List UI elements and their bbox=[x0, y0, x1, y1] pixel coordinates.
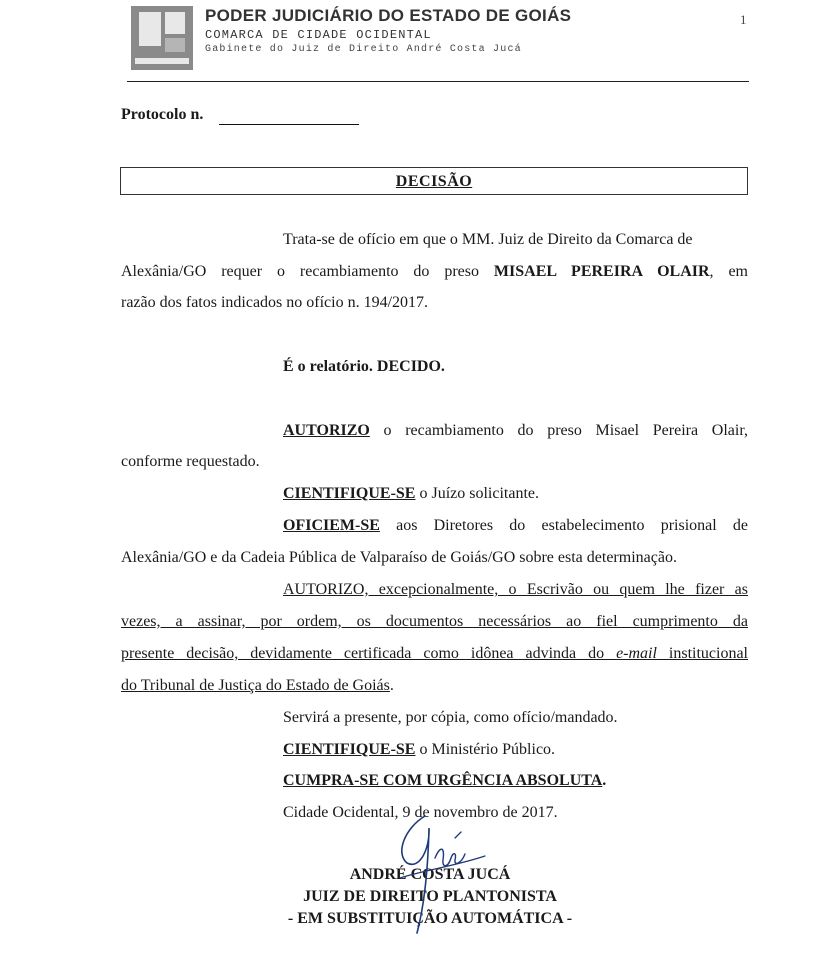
protocol-blank-line bbox=[219, 124, 359, 125]
text-span: aos Diretores do estabelecimento prisional de bbox=[379, 517, 748, 534]
text-span: Alexânia/GO requer o recambiamento do preso bbox=[121, 263, 494, 280]
paragraph-line bbox=[283, 740, 555, 760]
text-span: o Juízo solicitante. bbox=[415, 485, 540, 502]
paragraph-line: vezes, a assinar, por ordem, os documentos necessários ao fiel cumprimento da bbox=[121, 613, 748, 630]
text-span: presente decisão, devidamente certificada como idônea advinda do bbox=[121, 645, 617, 662]
handwritten-signature bbox=[385, 808, 495, 943]
paragraph-line: Alexânia/GO e da Cadeia Pública de Valparaíso de Goiás/GO sobre esta determinação. bbox=[121, 549, 677, 566]
decision-title: DECISÃO bbox=[395, 173, 473, 190]
urgent-order: CUMPRA-SE COM URGÊNCIA ABSOLUTA bbox=[283, 772, 603, 789]
text-span: o recambiamento do preso Misael Pereira Olair, bbox=[369, 422, 748, 439]
email-term: e-mail bbox=[616, 645, 657, 662]
header-divider bbox=[127, 81, 749, 82]
text-span: . bbox=[389, 677, 394, 694]
document-date: Cidade Ocidental, 9 de novembro de 2017. bbox=[283, 804, 558, 821]
prisoner-name: MISAEL PEREIRA OLAIR bbox=[493, 263, 710, 280]
text-span: institucional bbox=[656, 645, 748, 662]
paragraph-line: razão dos fatos indicados no ofício n. 194/2017. bbox=[121, 294, 429, 311]
paragraph-line: conforme requestado. bbox=[121, 453, 260, 470]
keyword: AUTORIZO bbox=[283, 422, 370, 439]
signatory-role: JUIZ DE DIREITO PLANTONISTA bbox=[303, 888, 557, 905]
signatory-note: - EM SUBSTITUIÇÃO AUTOMÁTICA - bbox=[287, 910, 573, 927]
text-span: . bbox=[602, 772, 607, 789]
paragraph-line: Servirá a presente, por cópia, como ofício/mandado. bbox=[283, 709, 618, 726]
report-heading: É o relatório. DECIDO. bbox=[283, 358, 445, 375]
text-span: do Tribunal de Justiça do Estado de Goiás bbox=[121, 677, 390, 694]
court-logo-icon bbox=[131, 6, 193, 70]
protocol-label: Protocolo n. bbox=[121, 106, 204, 123]
keyword: CIENTIFIQUE-SE bbox=[283, 741, 416, 758]
paragraph-line: AUTORIZO, excepcionalmente, o Escrivão ou quem lhe fizer as bbox=[283, 581, 748, 598]
signatory-name: ANDRÉ COSTA JUCÁ bbox=[349, 866, 511, 883]
court-district: COMARCA DE CIDADE OCIDENTAL bbox=[205, 28, 432, 42]
paragraph-line bbox=[283, 421, 748, 441]
paragraph-line: Trata-se de ofício em que o MM. Juiz de Direito da Comarca de bbox=[283, 231, 693, 248]
court-title: PODER JUDICIÁRIO DO ESTADO DE GOIÁS bbox=[205, 6, 572, 25]
paragraph-line bbox=[121, 676, 394, 696]
court-office: Gabinete do Juiz de Direito André Costa Jucá bbox=[205, 44, 522, 55]
paragraph-line bbox=[121, 644, 748, 664]
paragraph-line bbox=[283, 771, 606, 791]
text-span: o Ministério Público. bbox=[415, 741, 556, 758]
keyword: OFICIEM-SE bbox=[283, 517, 380, 534]
page-number: 1 bbox=[740, 12, 747, 27]
paragraph-line bbox=[283, 484, 539, 504]
keyword: CIENTIFIQUE-SE bbox=[283, 485, 416, 502]
paragraph-line bbox=[121, 262, 748, 282]
paragraph-line bbox=[283, 516, 748, 536]
text-span: , em bbox=[709, 263, 749, 280]
decision-title-box bbox=[120, 167, 748, 195]
